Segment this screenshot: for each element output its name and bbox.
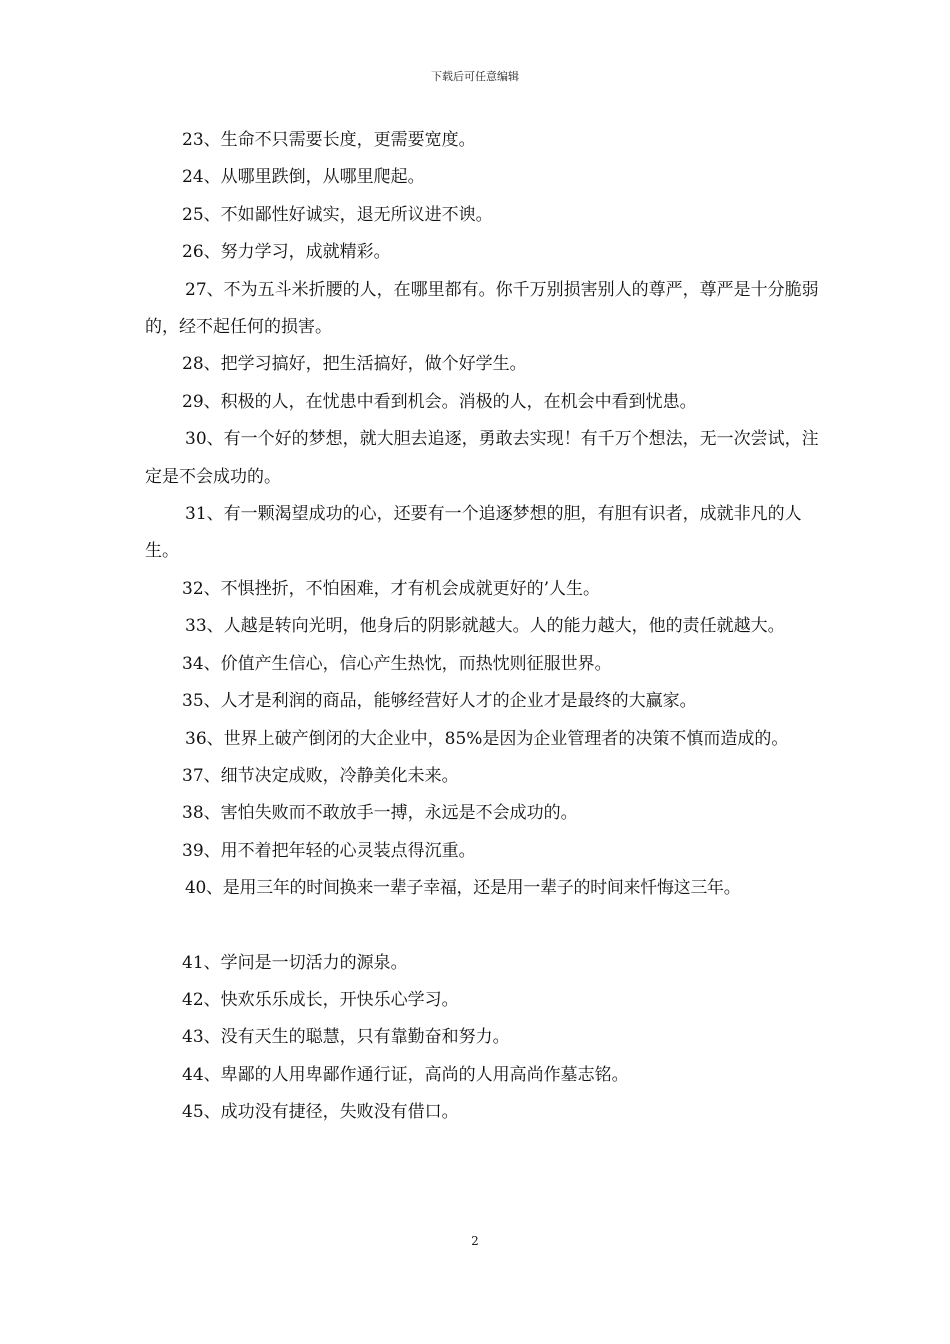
item-text: 、价值产生信心，信心产生热忱，而热忱则征服世界。: [203, 653, 612, 674]
item-text: 、成功没有捷径，失败没有借口。: [203, 1102, 459, 1123]
list-item: [145, 683, 820, 720]
item-number: 43: [182, 1027, 204, 1048]
item-number: 38: [182, 803, 204, 824]
list-item: [145, 421, 820, 496]
list-item: [145, 197, 820, 234]
list-item: [145, 159, 820, 196]
item-text: 、用不着把年轻的心灵装点得沉重。: [203, 840, 476, 861]
item-number: 31: [185, 504, 207, 525]
list-item: [145, 870, 820, 907]
list-item: [145, 646, 820, 683]
item-number: 36: [185, 728, 207, 749]
page-header: 下载后可任意编辑: [431, 70, 519, 83]
item-text: 、害怕失败而不敢放手一搏，永远是不会成功的。: [203, 803, 578, 824]
item-text: 、没有天生的聪慧，只有靠勤奋和努力。: [203, 1027, 510, 1048]
item-number: 42: [182, 989, 204, 1010]
item-text: 、不惧挫折，不怕困难，才有机会成就更好的’人生。: [203, 578, 601, 599]
list-item: [145, 571, 820, 608]
list-item: [145, 384, 820, 421]
list-item: [145, 234, 820, 271]
list-item: [145, 758, 820, 795]
item-text: 、有一颗渴望成功的心，还要有一个追逐梦想的胆，有胆有识者，成就非凡的人生。: [145, 504, 802, 562]
item-number: 26: [182, 242, 204, 263]
item-text: 、世界上破产倒闭的大企业中，85%是因为企业管理者的决策不慎而造成的。: [206, 728, 789, 749]
item-number: 27: [185, 279, 207, 300]
item-text: 、不如鄙性好诚实，退无所议进不谀。: [203, 204, 493, 225]
item-text: 、是用三年的时间换来一辈子幸福，还是用一辈子的时间来忏悔这三年。: [206, 878, 741, 899]
item-number: 24: [182, 167, 204, 188]
item-text: 、有一个好的梦想，就大胆去追逐，勇敢去实现！有千万个想法，无一次尝试，注定是不会成功的。: [145, 429, 819, 487]
item-text: 、人越是转向光明，他身后的阴影就越大。人的能力越大，他的责任就越大。: [206, 616, 785, 637]
item-text: 、从哪里跌倒，从哪里爬起。: [203, 167, 425, 188]
list-item: [145, 1057, 820, 1094]
item-number: 33: [185, 616, 207, 637]
item-text: 、快欢乐乐成长，开快乐心学习。: [203, 989, 459, 1010]
list-item: [145, 795, 820, 832]
list-item: [145, 833, 820, 870]
item-number: 44: [182, 1064, 204, 1085]
item-text: 、把学习搞好，把生活搞好，做个好学生。: [203, 354, 527, 375]
list-item: [145, 346, 820, 383]
item-number: 34: [182, 653, 204, 674]
item-text: 、卑鄙的人用卑鄙作通行证，高尚的人用高尚作墓志铭。: [203, 1064, 629, 1085]
item-text: 、努力学习，成就精彩。: [203, 242, 391, 263]
item-text: 、人才是利润的商品，能够经营好人才的企业才是最终的大赢家。: [203, 691, 697, 712]
list-item: [145, 272, 820, 347]
list-item: [145, 945, 820, 982]
item-number: 23: [182, 130, 204, 150]
item-text: 、细节决定成败，冷静美化未来。: [203, 765, 459, 786]
item-text: 、生命不只需要长度，更需要宽度。: [203, 130, 476, 150]
item-text: 、不为五斗米折腰的人，在哪里都有。你千万别损害别人的尊严，尊严是十分脆弱的，经不起任何的损害。: [145, 279, 819, 338]
blank-line: [145, 908, 820, 945]
item-text: 、学问是一切活力的源泉。: [203, 952, 408, 973]
item-number: 39: [182, 840, 204, 861]
document-body: [145, 122, 820, 1132]
item-number: 45: [182, 1102, 204, 1123]
list-item: [145, 721, 820, 758]
item-text: 、积极的人，在忧患中看到机会。消极的人，在机会中看到忧患。: [203, 391, 697, 412]
list-item: [145, 496, 820, 571]
list-item: [145, 1094, 820, 1131]
item-number: 35: [182, 691, 204, 712]
item-number: 32: [182, 578, 204, 599]
item-number: 28: [182, 354, 204, 375]
item-number: 30: [185, 429, 207, 450]
page-number: 2: [471, 1234, 479, 1248]
item-number: 37: [182, 765, 204, 786]
list-item: [145, 982, 820, 1019]
item-number: 40: [185, 878, 207, 899]
item-number: 25: [182, 204, 204, 225]
item-number: 29: [182, 391, 204, 412]
item-number: 41: [182, 952, 204, 973]
list-item: [145, 1019, 820, 1056]
list-item: [145, 608, 820, 645]
list-item: [145, 122, 820, 159]
